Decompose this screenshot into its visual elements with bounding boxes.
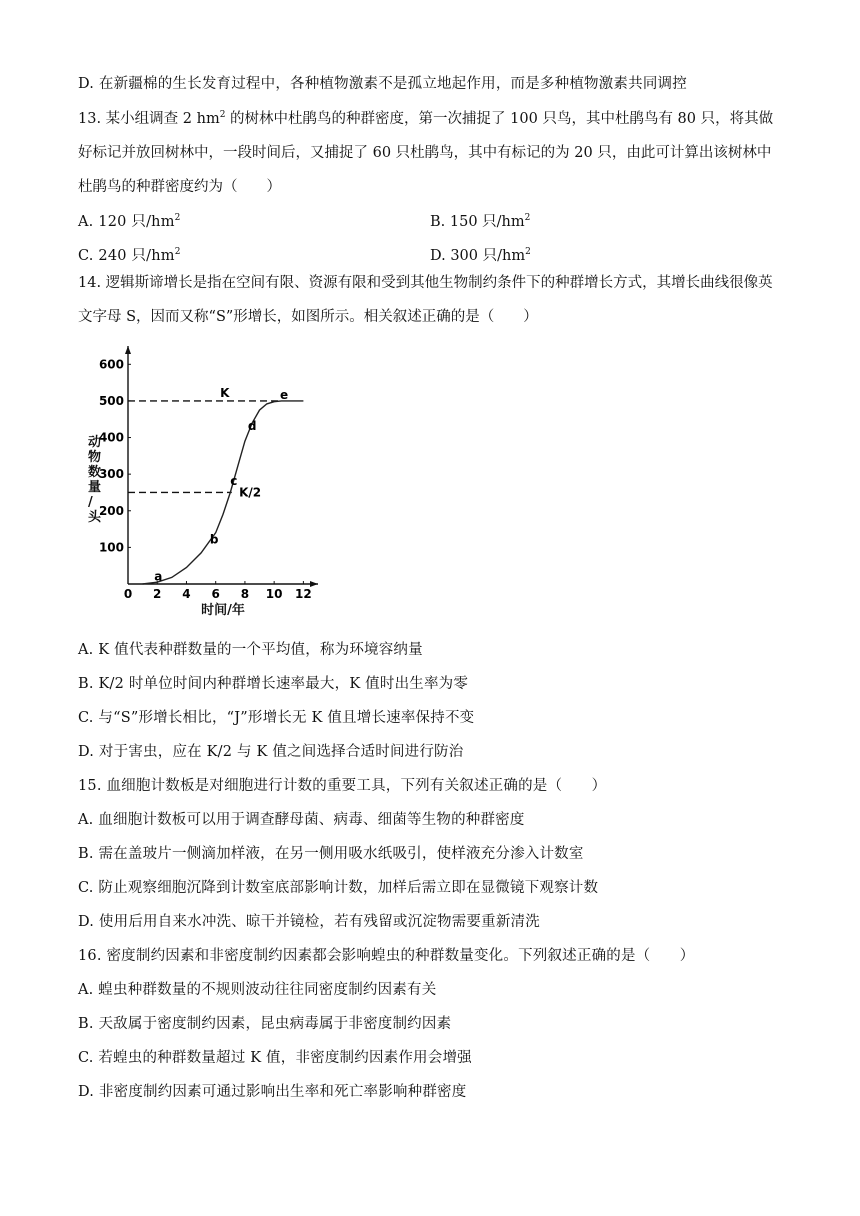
y-axis-label-char: 量 [88, 480, 102, 495]
x-tick-label: 8 [240, 587, 250, 601]
q13-option-d: D. 300 只$/hm^2$ [430, 247, 531, 264]
y-tick-label: 300 [98, 467, 124, 482]
q16-option-a: A. 蝗虫种群数量的不规则波动往往同密度制约因素有关 [78, 982, 437, 998]
y-tick-label: 200 [98, 503, 124, 518]
q13-stem [78, 98, 782, 204]
q16-option-b: B. 天敌属于密度制约因素，昆虫病毒属于非密度制约因素 [78, 1016, 452, 1032]
q16-stem: 16. 密度制约因素和非密度制约因素都会影响蝗虫的种群数量变化。下列叙述正确的是（ ） [78, 948, 695, 964]
q13-option-a: A. 120 只$/hm^2$ [78, 213, 181, 230]
q14-option-c: C. 与“S”形增长相比，“J”形增长无 K 值且增长速率保持不变 [78, 710, 475, 726]
reference-line-label: K/2 [239, 485, 262, 500]
y-axis-label-char: 物 [88, 450, 102, 465]
q14-option-a: A. K 值代表种群数量的一个平均值，称为环境容纳量 [78, 642, 423, 658]
q14-option-d: D. 对于害虫，应在 K/2 与 K 值之间选择合适时间进行防治 [78, 744, 464, 760]
y-axis-label-char: 动 [88, 435, 102, 450]
q14-stem: 14. 逻辑斯谛增长是指在空间有限、资源有限和受到其他生物制约条件下的种群增长方式，其增长曲线很像英文字母 S，因而又称“S”形增长，如图所示。相关叙述正确的是（ ） [78, 275, 773, 325]
point-label: c [230, 474, 238, 489]
logistic-growth-chart [78, 340, 338, 620]
q14-option-b: B. K/2 时单位时间内种群增长速率最大，K 值时出生率为零 [78, 676, 469, 692]
point-label: b [209, 532, 219, 547]
y-tick-label: 500 [98, 393, 124, 408]
y-tick-label: 600 [98, 357, 124, 372]
y-axis-arrow [125, 346, 131, 354]
y-axis-label-char: 头 [88, 510, 102, 525]
reference-line-label: K [220, 385, 230, 400]
y-tick-label: 400 [98, 430, 124, 445]
q15-option-a: A. 血细胞计数板可以用于调查酵母菌、病毒、细菌等生物的种群密度 [78, 812, 525, 828]
point-label: e [280, 388, 289, 403]
q13-stem-text: 13. 某小组调查 2 hm [78, 111, 220, 127]
q16-option-d: D. 非密度制约因素可通过影响出生率和死亡率影响种群密度 [78, 1084, 467, 1100]
q16-option-c: C. 若蝗虫的种群数量超过 K 值，非密度制约因素作用会增强 [78, 1050, 472, 1066]
q13-stem-text-cont: 的树林中杜鹃鸟的种群密度，第一次捕捉了 100 只鸟，其中杜鹃鸟有 80 只，将其做好标记并放回树林中，一段时间后，又捕捉了 60 只杜鹃鸟，其中有标记的为 20 只，由此可计算出该树林中杜鹃鸟的种群密度约为（ ） [78, 111, 774, 195]
q15-option-d: D. 使用后用自来水冲洗、晾干并镜检，若有残留或沉淀物需要重新清洗 [78, 914, 540, 930]
q15-option-b: B. 需在盖玻片一侧滴加样液，在另一侧用吸水纸吸引，使样液充分渗入计数室 [78, 846, 584, 862]
x-tick-label: 12 [295, 587, 312, 601]
y-tick-label: 100 [98, 540, 124, 555]
point-label: d [247, 419, 257, 434]
q13-option-c: C. 240 只$/hm^2$ [78, 247, 181, 264]
x-tick-label: 0 [123, 587, 133, 601]
point-label: a [154, 569, 163, 584]
q13-option-b: B. 150 只$/hm^2$ [430, 213, 531, 230]
x-axis-label: 时间/年 [201, 603, 245, 618]
q13-stem-sup: 2 [219, 110, 226, 120]
q12-option-d: D. 在新疆棉的生长发育过程中，各种植物激素不是孤立地起作用，而是多种植物激素共同调控 [78, 76, 687, 92]
y-axis-label [88, 434, 102, 525]
y-axis-label-char: 数 [88, 465, 102, 480]
x-tick-label: 6 [211, 587, 220, 601]
q15-stem: 15. 血细胞计数板是对细胞进行计数的重要工具，下列有关叙述正确的是（ ） [78, 778, 607, 794]
x-tick-label: 4 [182, 587, 191, 601]
q15-option-c: C. 防止观察细胞沉降到计数室底部影响计数，加样后需立即在显微镜下观察计数 [78, 880, 599, 896]
x-tick-label: 2 [153, 587, 162, 601]
x-tick-label: 10 [265, 587, 283, 601]
y-axis-label-char: / [88, 495, 93, 510]
